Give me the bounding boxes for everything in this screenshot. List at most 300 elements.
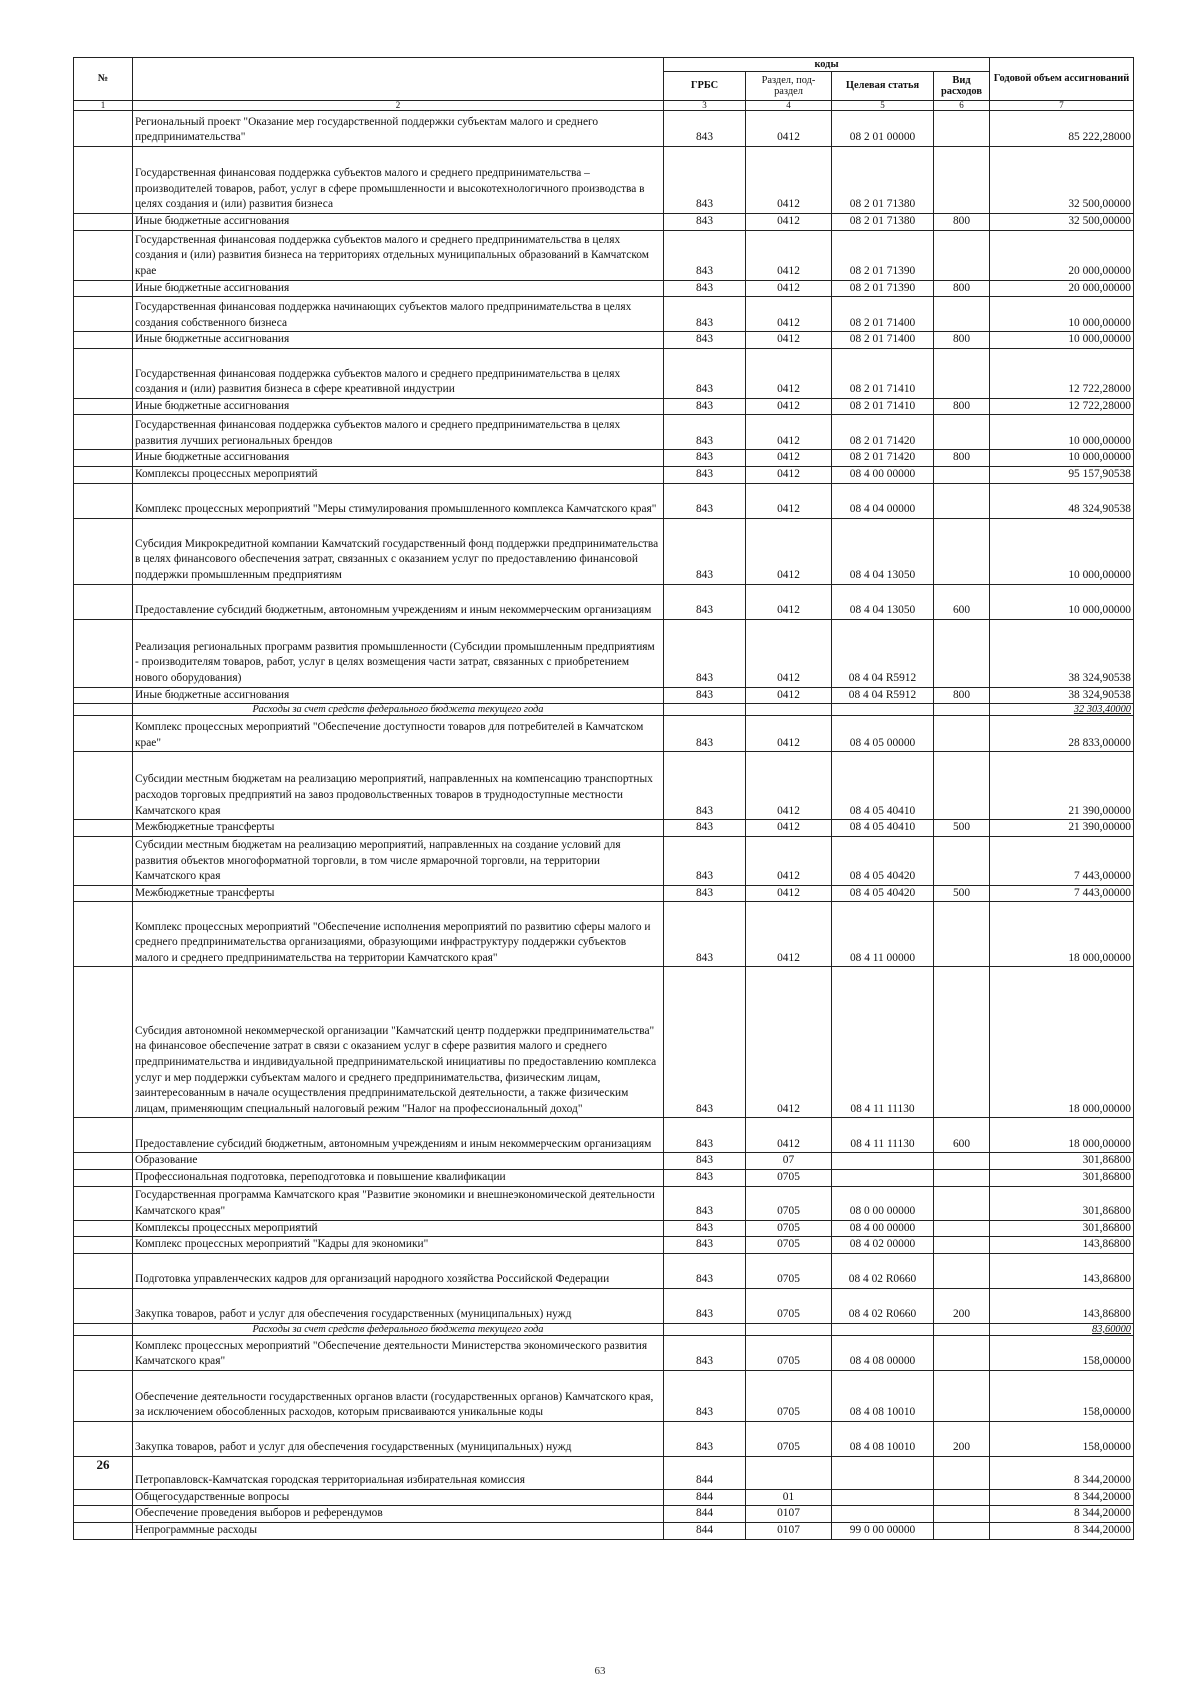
row-target: 08 4 11 11130 [832, 967, 934, 1118]
row-expense-type [934, 1237, 990, 1254]
row-section: 0705 [746, 1253, 832, 1288]
row-name: Межбюджетные трансферты [133, 820, 664, 837]
row-name: Комплексы процессных мероприятий [133, 466, 664, 483]
row-amount: 85 222,28000 [990, 111, 1134, 147]
row-amount: 28 833,00000 [990, 716, 1134, 752]
row-expense-type [934, 415, 990, 450]
row-name: Петропавловск-Камчатская городская территориальная избирательная комиссия [133, 1456, 664, 1489]
row-section [746, 704, 832, 716]
table-row [74, 1253, 1134, 1288]
row-section: 0412 [746, 230, 832, 280]
row-number [74, 836, 133, 885]
row-section: 0412 [746, 332, 832, 349]
row-target: 08 4 04 13050 [832, 518, 934, 584]
row-section: 0412 [746, 483, 832, 518]
table-row [74, 687, 1134, 704]
table-row [74, 280, 1134, 297]
col-number-2: 2 [133, 101, 664, 111]
table-row [74, 1489, 1134, 1506]
row-amount: 83,60000 [990, 1323, 1134, 1335]
row-grbs: 843 [664, 230, 746, 280]
row-expense-type: 800 [934, 450, 990, 467]
row-number [74, 147, 133, 214]
row-number [74, 1118, 133, 1153]
header-codes: коды [664, 58, 990, 72]
header-target: Целевая статья [832, 72, 934, 101]
row-section [746, 1456, 832, 1489]
row-number [74, 230, 133, 280]
row-section: 0412 [746, 584, 832, 619]
row-target: 08 2 01 71410 [832, 348, 934, 398]
row-expense-type [934, 1153, 990, 1170]
row-amount: 20 000,00000 [990, 230, 1134, 280]
row-name: Обеспечение деятельности государственных органов власти (государственных органов) Камчатского края, за исключением обособленных расходов, которым присваиваются уникальные коды [133, 1370, 664, 1421]
row-target: 99 0 00 00000 [832, 1522, 934, 1539]
budget-table-sheet [73, 57, 1133, 1540]
row-number [74, 214, 133, 231]
row-target: 08 2 01 71380 [832, 147, 934, 214]
row-amount: 10 000,00000 [990, 297, 1134, 332]
row-expense-type: 600 [934, 1118, 990, 1153]
row-section: 0705 [746, 1288, 832, 1323]
row-number [74, 752, 133, 820]
row-grbs: 843 [664, 466, 746, 483]
table-row [74, 332, 1134, 349]
row-amount: 301,86800 [990, 1169, 1134, 1186]
row-grbs: 843 [664, 332, 746, 349]
row-name: Иные бюджетные ассигнования [133, 450, 664, 467]
row-number [74, 111, 133, 147]
table-row [74, 415, 1134, 450]
row-grbs [664, 1323, 746, 1335]
row-expense-type [934, 1323, 990, 1335]
row-amount: 7 443,00000 [990, 885, 1134, 902]
row-amount: 10 000,00000 [990, 415, 1134, 450]
col-number-3: 3 [664, 101, 746, 111]
table-row [74, 820, 1134, 837]
row-expense-type [934, 1220, 990, 1237]
table-row [74, 1456, 1134, 1489]
row-grbs: 844 [664, 1489, 746, 1506]
row-number [74, 1370, 133, 1421]
row-expense-type: 800 [934, 332, 990, 349]
row-number [74, 1169, 133, 1186]
table-row [74, 716, 1134, 752]
row-name: Образование [133, 1153, 664, 1170]
row-amount: 12 722,28000 [990, 348, 1134, 398]
row-target: 08 4 05 40410 [832, 820, 934, 837]
row-section: 0412 [746, 214, 832, 231]
row-section: 0412 [746, 716, 832, 752]
table-header [74, 58, 1134, 111]
row-target: 08 0 00 00000 [832, 1186, 934, 1220]
row-target: 08 4 02 R0660 [832, 1253, 934, 1288]
row-section: 0412 [746, 619, 832, 687]
header-grbs: ГРБС [664, 72, 746, 101]
row-target: 08 2 01 71410 [832, 398, 934, 415]
row-number [74, 1323, 133, 1335]
row-grbs: 843 [664, 450, 746, 467]
row-amount: 301,86800 [990, 1153, 1134, 1170]
row-section: 0412 [746, 836, 832, 885]
row-amount: 18 000,00000 [990, 1118, 1134, 1153]
row-target: 08 4 00 00000 [832, 466, 934, 483]
row-expense-type [934, 1335, 990, 1370]
table-row [74, 967, 1134, 1118]
row-grbs: 843 [664, 584, 746, 619]
row-name: Субсидии местным бюджетам на реализацию мероприятий, направленных на компенсацию транспортных расходов торговых предприятий на завоз продовольственных товаров в труднодоступные местности Камчатского края [133, 752, 664, 820]
row-name: Субсидии местным бюджетам на реализацию мероприятий, направленных на создание условий для развития объектов многоформатной торговли, в том числе ярмарочной торговли, на территории Камчатского края [133, 836, 664, 885]
row-number [74, 332, 133, 349]
row-grbs: 843 [664, 280, 746, 297]
row-expense-type [934, 1489, 990, 1506]
row-section: 0705 [746, 1186, 832, 1220]
row-name: Общегосударственные вопросы [133, 1489, 664, 1506]
table-row [74, 1186, 1134, 1220]
row-expense-type [934, 1522, 990, 1539]
col-number-5: 5 [832, 101, 934, 111]
row-grbs: 843 [664, 398, 746, 415]
row-grbs [664, 704, 746, 716]
row-grbs: 843 [664, 1169, 746, 1186]
header-amount: Годовой объем ассигнований [990, 58, 1134, 101]
row-target [832, 1323, 934, 1335]
row-target: 08 2 01 71390 [832, 280, 934, 297]
row-amount: 21 390,00000 [990, 752, 1134, 820]
row-expense-type [934, 967, 990, 1118]
header-name-blank [133, 58, 664, 101]
row-amount: 143,86800 [990, 1253, 1134, 1288]
row-number [74, 687, 133, 704]
row-name: Подготовка управленческих кадров для организаций народного хозяйства Российской Федерации [133, 1253, 664, 1288]
row-name: Непрограммные расходы [133, 1522, 664, 1539]
row-grbs: 843 [664, 820, 746, 837]
row-expense-type: 800 [934, 214, 990, 231]
row-name: Иные бюджетные ассигнования [133, 687, 664, 704]
row-name: Расходы за счет средств федерального бюджета текущего года [133, 1323, 664, 1335]
row-grbs: 843 [664, 1118, 746, 1153]
row-number [74, 885, 133, 902]
row-name: Закупка товаров, работ и услуг для обеспечения государственных (муниципальных) нужд [133, 1421, 664, 1456]
row-expense-type [934, 836, 990, 885]
row-grbs: 843 [664, 619, 746, 687]
row-expense-type [934, 111, 990, 147]
table-row [74, 836, 1134, 885]
row-number [74, 716, 133, 752]
row-amount: 12 722,28000 [990, 398, 1134, 415]
row-expense-type [934, 1253, 990, 1288]
row-amount: 7 443,00000 [990, 836, 1134, 885]
table-row [74, 111, 1134, 147]
row-expense-type [934, 297, 990, 332]
row-amount: 10 000,00000 [990, 584, 1134, 619]
row-section: 0412 [746, 348, 832, 398]
table-row [74, 348, 1134, 398]
row-target: 08 4 04 00000 [832, 483, 934, 518]
row-amount: 8 344,20000 [990, 1456, 1134, 1489]
row-target: 08 4 05 40420 [832, 885, 934, 902]
row-name: Государственная финансовая поддержка субъектов малого и среднего предпринимательства в целях создания и (или) развития бизнеса на территориях отдельных муниципальных образований в Камчатском крае [133, 230, 664, 280]
row-grbs: 843 [664, 1288, 746, 1323]
row-name: Комплекс процессных мероприятий "Кадры для экономики" [133, 1237, 664, 1254]
row-section: 0412 [746, 902, 832, 967]
row-section: 0705 [746, 1220, 832, 1237]
row-amount: 18 000,00000 [990, 967, 1134, 1118]
row-section: 0705 [746, 1370, 832, 1421]
row-target: 08 4 02 R0660 [832, 1288, 934, 1323]
row-expense-type: 800 [934, 280, 990, 297]
row-expense-type: 500 [934, 820, 990, 837]
row-amount: 143,86800 [990, 1288, 1134, 1323]
row-section: 0412 [746, 297, 832, 332]
row-amount: 10 000,00000 [990, 518, 1134, 584]
table-row [74, 1522, 1134, 1539]
row-section: 07 [746, 1153, 832, 1170]
row-expense-type [934, 483, 990, 518]
row-expense-type [934, 704, 990, 716]
row-name: Профессиональная подготовка, переподготовка и повышение квалификации [133, 1169, 664, 1186]
row-section: 0705 [746, 1421, 832, 1456]
row-amount: 18 000,00000 [990, 902, 1134, 967]
row-name: Субсидия Микрокредитной компании Камчатский государственный фонд поддержки предпринимательства в целях финансового обеспечения затрат, связанных с оказанием услуг по предоставлению финансовой поддержки промышленным предприятиям [133, 518, 664, 584]
row-number [74, 1489, 133, 1506]
row-name: Реализация региональных программ развития промышленности (Субсидии промышленным предприятиям - производителям товаров, работ, услуг в целях возмещения части затрат, связанных с приобретением нового оборудования) [133, 619, 664, 687]
row-expense-type [934, 466, 990, 483]
row-name: Иные бюджетные ассигнования [133, 332, 664, 349]
row-target [832, 1456, 934, 1489]
row-number [74, 1253, 133, 1288]
table-row [74, 450, 1134, 467]
row-target [832, 1506, 934, 1523]
table-row [74, 1220, 1134, 1237]
row-number [74, 1237, 133, 1254]
row-target: 08 4 08 10010 [832, 1421, 934, 1456]
table-row [74, 885, 1134, 902]
row-name: Комплексы процессных мероприятий [133, 1220, 664, 1237]
table-row [74, 704, 1134, 716]
row-section [746, 1323, 832, 1335]
row-section: 0705 [746, 1169, 832, 1186]
row-expense-type: 200 [934, 1288, 990, 1323]
row-expense-type [934, 1506, 990, 1523]
row-expense-type [934, 902, 990, 967]
row-grbs: 843 [664, 1220, 746, 1237]
row-grbs: 843 [664, 214, 746, 231]
row-name: Комплекс процессных мероприятий "Обеспечение исполнения мероприятий по развитию сферы малого и среднего предпринимательства организациями, образующими инфраструктуру поддержки субъектов малого и среднего предпринимательства на территории Камчатского края" [133, 902, 664, 967]
row-amount: 32 303,40000 [990, 704, 1134, 716]
table-row [74, 1506, 1134, 1523]
row-grbs: 843 [664, 415, 746, 450]
table-row [74, 483, 1134, 518]
row-grbs: 843 [664, 687, 746, 704]
row-number [74, 280, 133, 297]
row-amount: 8 344,20000 [990, 1489, 1134, 1506]
table-row [74, 398, 1134, 415]
row-grbs: 843 [664, 967, 746, 1118]
row-grbs: 843 [664, 348, 746, 398]
row-target: 08 4 05 00000 [832, 716, 934, 752]
table-row [74, 214, 1134, 231]
row-grbs: 843 [664, 752, 746, 820]
row-grbs: 843 [664, 1186, 746, 1220]
row-expense-type: 500 [934, 885, 990, 902]
row-grbs: 843 [664, 147, 746, 214]
col-number-7: 7 [990, 101, 1134, 111]
row-number [74, 415, 133, 450]
row-number [74, 1522, 133, 1539]
row-target: 08 4 05 40410 [832, 752, 934, 820]
row-number [74, 348, 133, 398]
row-target: 08 4 04 R5912 [832, 687, 934, 704]
row-amount: 8 344,20000 [990, 1522, 1134, 1539]
row-target [832, 1169, 934, 1186]
row-amount: 158,00000 [990, 1421, 1134, 1456]
row-target: 08 4 00 00000 [832, 1220, 934, 1237]
row-section: 0705 [746, 1237, 832, 1254]
row-name: Иные бюджетные ассигнования [133, 280, 664, 297]
table-row [74, 147, 1134, 214]
header-number: № [74, 58, 133, 101]
row-target: 08 4 05 40420 [832, 836, 934, 885]
row-section: 0412 [746, 885, 832, 902]
row-section: 0412 [746, 415, 832, 450]
row-expense-type: 800 [934, 398, 990, 415]
table-row [74, 1323, 1134, 1335]
row-name: Расходы за счет средств федерального бюджета текущего года [133, 704, 664, 716]
row-expense-type: 800 [934, 687, 990, 704]
row-amount: 38 324,90538 [990, 619, 1134, 687]
row-amount: 158,00000 [990, 1335, 1134, 1370]
row-expense-type [934, 348, 990, 398]
row-expense-type [934, 1169, 990, 1186]
col-number-6: 6 [934, 101, 990, 111]
row-section: 01 [746, 1489, 832, 1506]
row-amount: 301,86800 [990, 1186, 1134, 1220]
page-number: 63 [594, 1665, 606, 1677]
row-section: 0412 [746, 687, 832, 704]
row-section: 0412 [746, 752, 832, 820]
row-target [832, 704, 934, 716]
table-row [74, 1370, 1134, 1421]
row-number [74, 820, 133, 837]
row-name: Иные бюджетные ассигнования [133, 214, 664, 231]
row-section: 0412 [746, 967, 832, 1118]
row-section: 0412 [746, 398, 832, 415]
row-target: 08 4 08 00000 [832, 1335, 934, 1370]
row-name: Комплекс процессных мероприятий "Обеспечение доступности товаров для потребителей в Камчатском крае" [133, 716, 664, 752]
row-number [74, 466, 133, 483]
row-number [74, 902, 133, 967]
col-number-4: 4 [746, 101, 832, 111]
header-expense-type: Вид расходов [934, 72, 990, 101]
row-amount: 10 000,00000 [990, 450, 1134, 467]
row-target: 08 2 01 71400 [832, 332, 934, 349]
row-expense-type [934, 752, 990, 820]
row-name: Межбюджетные трансферты [133, 885, 664, 902]
row-amount: 32 500,00000 [990, 147, 1134, 214]
row-target: 08 4 11 00000 [832, 902, 934, 967]
row-name: Обеспечение проведения выборов и референдумов [133, 1506, 664, 1523]
row-number [74, 518, 133, 584]
row-target: 08 4 08 10010 [832, 1370, 934, 1421]
row-expense-type: 600 [934, 584, 990, 619]
row-number [74, 584, 133, 619]
row-amount: 32 500,00000 [990, 214, 1134, 231]
row-grbs: 843 [664, 1237, 746, 1254]
row-amount: 21 390,00000 [990, 820, 1134, 837]
row-amount: 38 324,90538 [990, 687, 1134, 704]
row-name: Предоставление субсидий бюджетным, автономным учреждениям и иным некоммерческим организациям [133, 1118, 664, 1153]
row-target: 08 2 01 71380 [832, 214, 934, 231]
row-number [74, 1421, 133, 1456]
row-name: Комплекс процессных мероприятий "Меры стимулирования промышленного комплекса Камчатского края" [133, 483, 664, 518]
header-section: Раздел, под-раздел [746, 72, 832, 101]
row-number [74, 297, 133, 332]
row-number [74, 1288, 133, 1323]
row-grbs: 843 [664, 1421, 746, 1456]
row-name: Субсидия автономной некоммерческой организации "Камчатский центр поддержки предпринимательства" на финансовое обеспечение затрат в связи с оказанием услуг в сфере развития малого и среднего предпринимательства и индивидуальной предпринимательской инициативы по предоставлению комплекса услуг и мер поддержки субъектам малого и среднего предпринимательства, физическим лицам, заинтересованным в начале осуществления предпринимательской деятельности, а также физическим лицам, применяющим специальный налоговый режим "Налог на профессиональный доход" [133, 967, 664, 1118]
table-row [74, 1335, 1134, 1370]
row-section: 0412 [746, 466, 832, 483]
row-name: Государственная финансовая поддержка субъектов малого и среднего предпринимательства – производителей товаров, работ, услуг в сфере промышленности и высокотехнологичного производства в целях создания и (или) развития бизнеса [133, 147, 664, 214]
row-grbs: 844 [664, 1506, 746, 1523]
row-number [74, 398, 133, 415]
row-number [74, 450, 133, 467]
table-row [74, 230, 1134, 280]
row-expense-type [934, 619, 990, 687]
row-number [74, 1335, 133, 1370]
row-target: 08 4 04 R5912 [832, 619, 934, 687]
row-grbs: 843 [664, 716, 746, 752]
table-row [74, 466, 1134, 483]
row-target: 08 2 01 71390 [832, 230, 934, 280]
row-grbs: 843 [664, 902, 746, 967]
row-name: Иные бюджетные ассигнования [133, 398, 664, 415]
row-amount: 301,86800 [990, 1220, 1134, 1237]
table-row [74, 752, 1134, 820]
row-expense-type [934, 230, 990, 280]
row-section: 0412 [746, 450, 832, 467]
row-amount: 20 000,00000 [990, 280, 1134, 297]
row-amount: 10 000,00000 [990, 332, 1134, 349]
row-amount: 95 157,90538 [990, 466, 1134, 483]
row-grbs: 843 [664, 1253, 746, 1288]
row-name: Государственная программа Камчатского края "Развитие экономики и внешнеэкономической деятельности Камчатского края" [133, 1186, 664, 1220]
row-section: 0412 [746, 147, 832, 214]
row-grbs: 843 [664, 1153, 746, 1170]
table-row [74, 902, 1134, 967]
table-row [74, 619, 1134, 687]
row-expense-type: 200 [934, 1421, 990, 1456]
row-section: 0107 [746, 1522, 832, 1539]
row-number [74, 704, 133, 716]
row-expense-type [934, 1370, 990, 1421]
row-expense-type [934, 1186, 990, 1220]
row-number [74, 619, 133, 687]
row-number [74, 1506, 133, 1523]
row-grbs: 843 [664, 483, 746, 518]
row-section: 0412 [746, 820, 832, 837]
row-amount: 48 324,90538 [990, 483, 1134, 518]
table-row [74, 1118, 1134, 1153]
row-expense-type [934, 147, 990, 214]
table-row [74, 518, 1134, 584]
row-expense-type [934, 518, 990, 584]
row-amount: 143,86800 [990, 1237, 1134, 1254]
row-target [832, 1153, 934, 1170]
row-grbs: 843 [664, 297, 746, 332]
table-row [74, 1153, 1134, 1170]
